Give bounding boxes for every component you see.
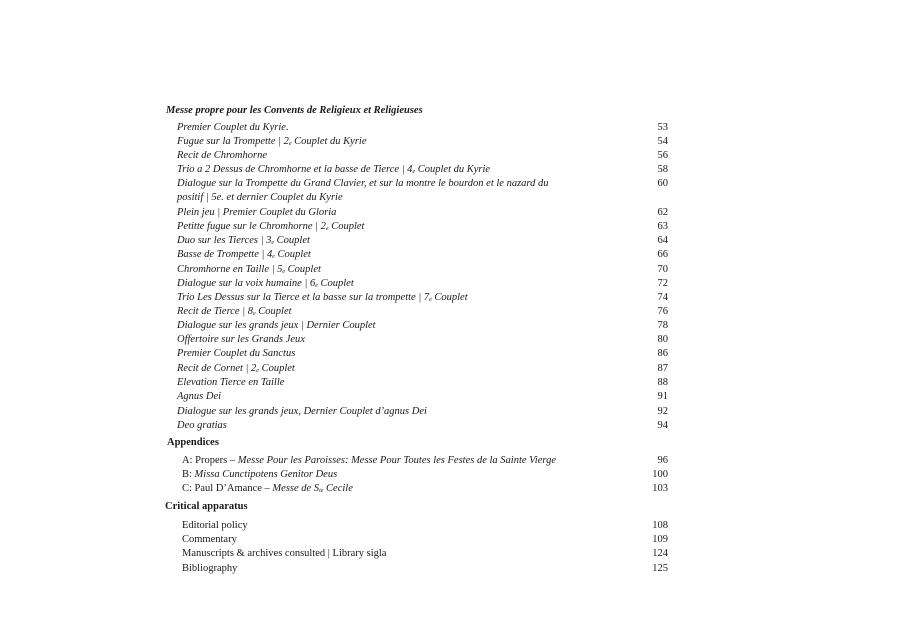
- toc-entry-title: Dialogue sur la Trompette du Grand Clavier, et sur la montre le bourdon et le nazard du: [177, 178, 549, 189]
- toc-entry-page: 91: [657, 391, 668, 402]
- toc-entry-page: 54: [657, 136, 668, 147]
- toc-entry-title: B: Missa Cunctipotens Genitor Deus: [182, 469, 338, 480]
- toc-entry-title: Commentary: [182, 534, 237, 545]
- toc-entry-page: 86: [657, 348, 668, 359]
- toc-entry-page: 62: [657, 207, 668, 218]
- toc-entry-page: 88: [657, 377, 668, 388]
- toc-entry-title: Duo sur les Tierces | 3e Couplet: [177, 235, 310, 246]
- toc-entry-title: Editorial policy: [182, 520, 248, 531]
- toc-entry: [0, 291, 900, 305]
- toc-entry-page: 64: [657, 235, 668, 246]
- toc-entry: [0, 234, 900, 248]
- toc-entry-page: 60: [657, 178, 668, 189]
- toc-entry-title: Elevation Tierce en Taille: [177, 377, 285, 388]
- toc-entry-title: Trio Les Dessus sur la Tierce et la basse sur la trompette | 7e Couplet: [177, 292, 468, 303]
- toc-entry-title: Dialogue sur les grands jeux | Dernier Couplet: [177, 320, 376, 331]
- toc-entry-page: 53: [657, 122, 668, 133]
- toc-entry-title: Recit de Chromhorne: [177, 150, 268, 161]
- toc-entry-title: Trio a 2 Dessus de Chromhorne et la basse de Tierce | 4e Couplet du Kyrie: [177, 164, 491, 175]
- toc-entry: [0, 454, 900, 468]
- toc-entry-page: 80: [657, 334, 668, 345]
- toc-entry: [0, 519, 900, 533]
- toc-entry-title: Manuscripts & archives consulted | Library sigla: [182, 548, 387, 559]
- toc-entry-title: Recit de Cornet | 2e Couplet: [177, 363, 295, 374]
- toc-entry-page: 72: [657, 278, 668, 289]
- toc-entry: [0, 263, 900, 277]
- toc-entry-title: Recit de Tierce | 8e Couplet: [177, 306, 292, 317]
- section-title-messe-propre: Messe propre pour les Convents de Religieux et Religieuses: [166, 105, 423, 116]
- toc-entry-title: Premier Couplet du Sanctus: [177, 348, 296, 359]
- toc-entry: [0, 163, 900, 177]
- toc-entry-page: 103: [652, 483, 668, 494]
- toc-entry-page: 94: [657, 420, 668, 431]
- toc-entry-title: Chromhorne en Taille | 5e Couplet: [177, 264, 321, 275]
- toc-entry-page: 92: [657, 406, 668, 417]
- toc-entry: [0, 562, 900, 576]
- toc-entry-title: Dialogue sur les grands jeux, Dernier Couplet d’agnus Dei: [177, 406, 427, 417]
- toc-entry-page: 124: [652, 548, 668, 559]
- toc-entry-page: 70: [657, 264, 668, 275]
- toc-entry: [0, 482, 900, 496]
- toc-entry-page: 109: [652, 534, 668, 545]
- toc-entry-page: 66: [657, 249, 668, 260]
- toc-entry: [0, 468, 900, 482]
- toc-entry-page: 76: [657, 306, 668, 317]
- toc-entry-title: A: Propers – Messe Pour les Paroisses: Messe Pour Toutes les Festes de la Sainte Vierge: [182, 455, 556, 466]
- toc-entry: [0, 362, 900, 376]
- toc-entry: [0, 177, 900, 191]
- toc-entry: [0, 419, 900, 433]
- toc-entry: [0, 277, 900, 291]
- toc-entry-title: positif | 5e. et dernier Couplet du Kyrie: [177, 192, 343, 203]
- toc-entry: [0, 333, 900, 347]
- toc-entry-title: Fugue sur la Trompette | 2e Couplet du Kyrie: [177, 136, 367, 147]
- toc-entry-title: Agnus Dei: [177, 391, 222, 402]
- toc-entry: [0, 121, 900, 135]
- toc-entry-title: Bibliography: [182, 563, 238, 574]
- toc-entry: [0, 405, 900, 419]
- toc-entry-page: 87: [657, 363, 668, 374]
- toc-entry-title: C: Paul D’Amance – Messe de $S^{te}$ Cecile: [182, 483, 353, 494]
- toc-entry-page: 96: [657, 455, 668, 466]
- toc-entry-page: 78: [657, 320, 668, 331]
- toc-entry: [0, 347, 900, 361]
- toc-entry-title: Premier Couplet du Kyrie.: [177, 122, 289, 133]
- toc-entry: [0, 390, 900, 404]
- toc-entry: [0, 206, 900, 220]
- section-title-critical-apparatus: Critical apparatus: [165, 501, 248, 512]
- toc-entry-page: 100: [652, 469, 668, 480]
- toc-entry: [0, 305, 900, 319]
- toc-entry-page: 125: [652, 563, 668, 574]
- toc-entry: [0, 149, 900, 163]
- toc-entry: [0, 319, 900, 333]
- toc-entry: [0, 220, 900, 234]
- toc-entry: [0, 376, 900, 390]
- section-title-appendices: Appendices: [167, 437, 219, 448]
- toc-entry-title: Petitte fugue sur le Chromhorne | 2e Couplet: [177, 221, 365, 232]
- toc-entry: [0, 547, 900, 561]
- toc-entry-page: 56: [657, 150, 668, 161]
- toc-entry-page: 108: [652, 520, 668, 531]
- toc-entry-title: Dialogue sur la voix humaine | 6e Couplet: [177, 278, 354, 289]
- toc-entry: [0, 533, 900, 547]
- toc-entry-title: Basse de Trompette | 4e Couplet: [177, 249, 311, 260]
- toc-entry-page: 58: [657, 164, 668, 175]
- toc-entry-continuation: [0, 191, 900, 205]
- toc-entry-page: 63: [657, 221, 668, 232]
- toc-entry: [0, 135, 900, 149]
- toc-entry-title: Deo gratias: [177, 420, 227, 431]
- toc-entry-title: Offertoire sur les Grands Jeux: [177, 334, 305, 345]
- toc-entry-title: Plein jeu | Premier Couplet du Gloria: [177, 207, 337, 218]
- toc-entry: [0, 248, 900, 262]
- toc-entry-page: 74: [657, 292, 668, 303]
